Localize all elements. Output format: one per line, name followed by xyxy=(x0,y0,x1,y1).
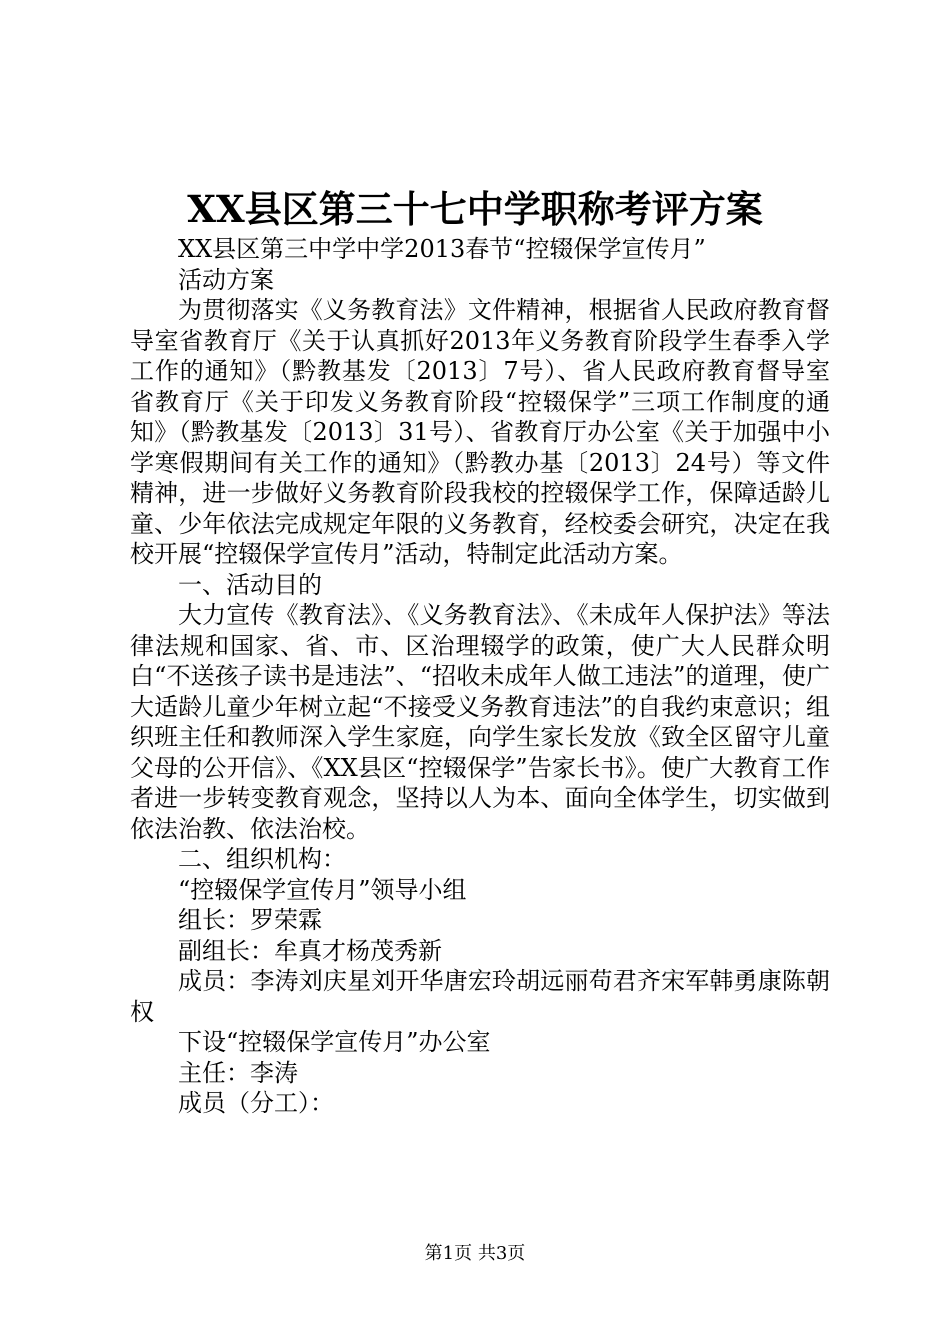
document-title: XX县区第三十七中学职称考评方案 xyxy=(187,187,763,231)
subtitle-line-2: 活动方案 xyxy=(178,265,274,294)
section-heading-organization: 二、组织机构： xyxy=(178,845,346,873)
page-footer: 第1页 共3页 xyxy=(424,1243,526,1264)
office-director: 主任：李涛 xyxy=(178,1058,298,1087)
group-members: 成员：李涛刘庆星刘开华唐宏玲胡远丽苟君齐宋军韩勇康陈朝权 xyxy=(130,967,830,1026)
vice-group-leader: 副组长：牟真才杨茂秀新 xyxy=(178,936,442,965)
group-leader: 组长：罗荣霖 xyxy=(178,906,322,934)
leadership-group-title: “控辍保学宣传月”领导小组 xyxy=(178,875,467,904)
subtitle-line-1: XX县区第三中学中学2013春节“控辍保学宣传月” xyxy=(178,235,706,263)
document-body xyxy=(130,234,830,1119)
intro-paragraph: 为贯彻落实《义务教育法》文件精神，根据省人民政府教育督导室省教育厅《关于认真抓好2013年义务教育阶段学生春季入学工作的通知》（黔教基发〔2013〕7号）、省人民政府教育督导室省教育厅《关于印发义务教育阶段“控辍保学”三项工作制度的通知》（黔教基发〔2013〕31号）、省教育厅办公室《关于加强中小学寒假期间有关工作的通知》（黔教办基〔2013〕24号）等文件精神，进一步做好义务教育阶段我校的控辍保学工作，保障适龄儿童、少年依法完成规定年限的义务教育，经校委会研究，决定在我校开展“控辍保学宣传月”活动，特制定此活动方案。 xyxy=(130,296,830,568)
section-heading-purpose: 一、活动目的 xyxy=(178,570,322,599)
office-members-division: 成员（分工）： xyxy=(178,1089,334,1117)
office-title: 下设“控辍保学宣传月”办公室 xyxy=(178,1028,491,1056)
purpose-paragraph: 大力宣传《教育法》、《义务教育法》、《未成年人保护法》等法律法规和国家、省、市、区治理辍学的政策，使广大人民群众明白“不送孩子读书是违法”、“招收未成年人做工违法”的道理，使广大适龄儿童少年树立起“不接受义务教育违法”的自我约束意识；组织班主任和教师深入学生家庭，向学生家长发放《致全区留守儿童父母的公开信》、《XX县区“控辍保学”告家长书》。使广大教育工作者进一步转变教育观念，坚持以人为本、面向全体学生，切实做到依法治教、依法治校。 xyxy=(130,601,830,843)
